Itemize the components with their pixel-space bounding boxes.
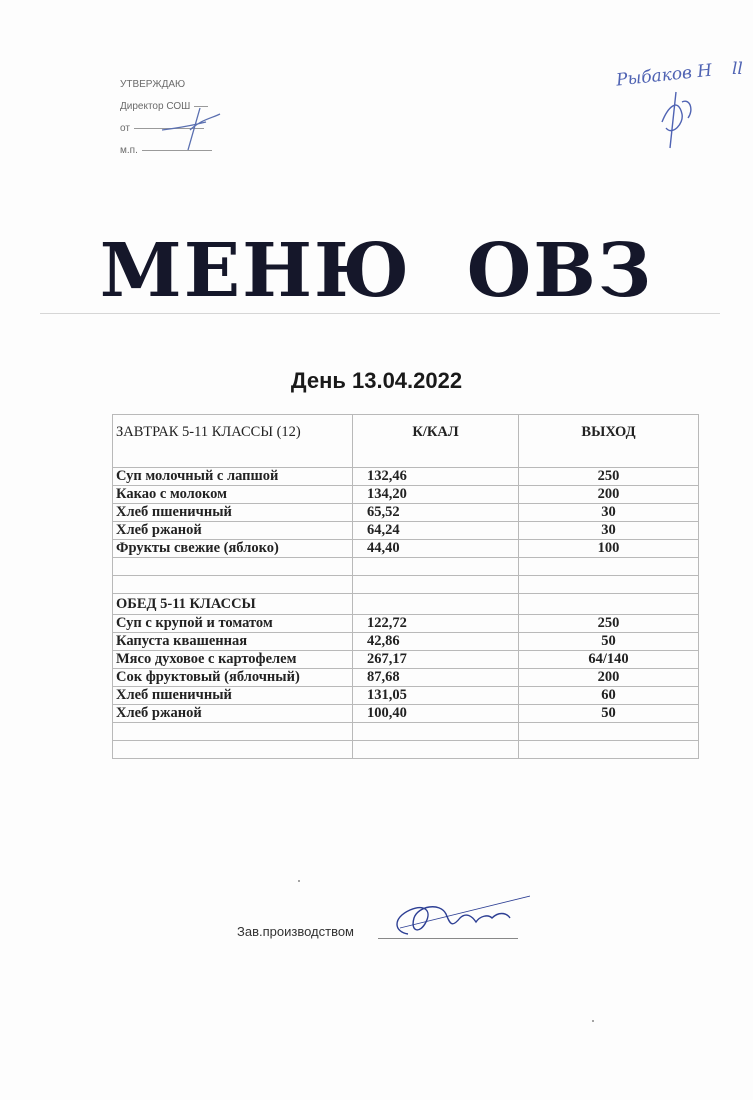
dish-kcal: 64,24 — [353, 522, 519, 540]
table-row — [113, 486, 699, 504]
dish-name: Мясо духовое с картофелем — [113, 651, 353, 669]
dish-name: Хлеб пшеничный — [113, 504, 353, 522]
speck — [592, 1020, 594, 1022]
director-signature-icon — [160, 100, 230, 155]
handwritten-approval-signature — [610, 52, 750, 152]
speck — [298, 880, 300, 882]
output-header: ВЫХОД — [519, 415, 699, 468]
empty-row — [113, 558, 699, 576]
empty-row — [113, 741, 699, 759]
empty-row — [113, 723, 699, 741]
dish-kcal: 65,52 — [353, 504, 519, 522]
dish-output: 250 — [519, 468, 699, 486]
dish-name: Какао с молоком — [113, 486, 353, 504]
dish-kcal: 87,68 — [353, 669, 519, 687]
lunch-section-row — [113, 594, 699, 615]
table-row — [113, 633, 699, 651]
approval-director-label: Директор СОШ — [120, 101, 191, 112]
table-header-row — [113, 415, 699, 468]
dish-output: 50 — [519, 633, 699, 651]
dish-output: 100 — [519, 540, 699, 558]
approval-date-label: от — [120, 123, 130, 134]
table-row — [113, 468, 699, 486]
table-row — [113, 669, 699, 687]
table-row — [113, 651, 699, 669]
dish-name: Хлеб ржаной — [113, 705, 353, 723]
dish-output: 60 — [519, 687, 699, 705]
dish-kcal: 267,17 — [353, 651, 519, 669]
breakfast-header: ЗАВТРАК 5-11 КЛАССЫ (12) — [113, 415, 353, 468]
dish-kcal: 100,40 — [353, 705, 519, 723]
lunch-header: ОБЕД 5-11 КЛАССЫ — [113, 594, 353, 615]
table-row — [113, 615, 699, 633]
approval-title: УТВЕРЖДАЮ — [120, 79, 186, 90]
dish-output: 250 — [519, 615, 699, 633]
dish-name: Сок фруктовый (яблочный) — [113, 669, 353, 687]
handwriting-top-text: Рыбаков Н — [615, 60, 714, 91]
production-manager-label: Зав.производством — [237, 924, 354, 939]
dish-output: 50 — [519, 705, 699, 723]
menu-table — [112, 414, 699, 759]
table-row — [113, 687, 699, 705]
dish-output: 200 — [519, 669, 699, 687]
dish-name: Суп молочный с лапшой — [113, 468, 353, 486]
dish-name: Хлеб ржаной — [113, 522, 353, 540]
dish-kcal: 134,20 — [353, 486, 519, 504]
dish-kcal: 122,72 — [353, 615, 519, 633]
dish-output: 64/140 — [519, 651, 699, 669]
dish-kcal: 44,40 — [353, 540, 519, 558]
svg-text:ll: ll — [732, 59, 743, 79]
table-row — [113, 522, 699, 540]
dish-output: 30 — [519, 522, 699, 540]
production-manager-signature-icon — [380, 888, 530, 948]
dish-kcal: 42,86 — [353, 633, 519, 651]
empty-row — [113, 576, 699, 594]
table-row — [113, 540, 699, 558]
kcal-header: К/КАЛ — [353, 415, 519, 468]
dish-name: Суп с крупой и томатом — [113, 615, 353, 633]
menu-date: День 13.04.2022 — [290, 368, 463, 393]
dish-kcal: 132,46 — [353, 468, 519, 486]
dish-name: Хлеб пшеничный — [113, 687, 353, 705]
table-row — [113, 504, 699, 522]
dish-name: Капуста квашенная — [113, 633, 353, 651]
dish-output: 200 — [519, 486, 699, 504]
dish-kcal: 131,05 — [353, 687, 519, 705]
page-title: МЕНЮ ОВЗ — [99, 228, 654, 314]
title-divider — [40, 313, 720, 314]
approval-seal-label: м.п. — [120, 145, 138, 156]
table-row — [113, 705, 699, 723]
dish-output: 30 — [519, 504, 699, 522]
dish-name: Фрукты свежие (яблоко) — [113, 540, 353, 558]
